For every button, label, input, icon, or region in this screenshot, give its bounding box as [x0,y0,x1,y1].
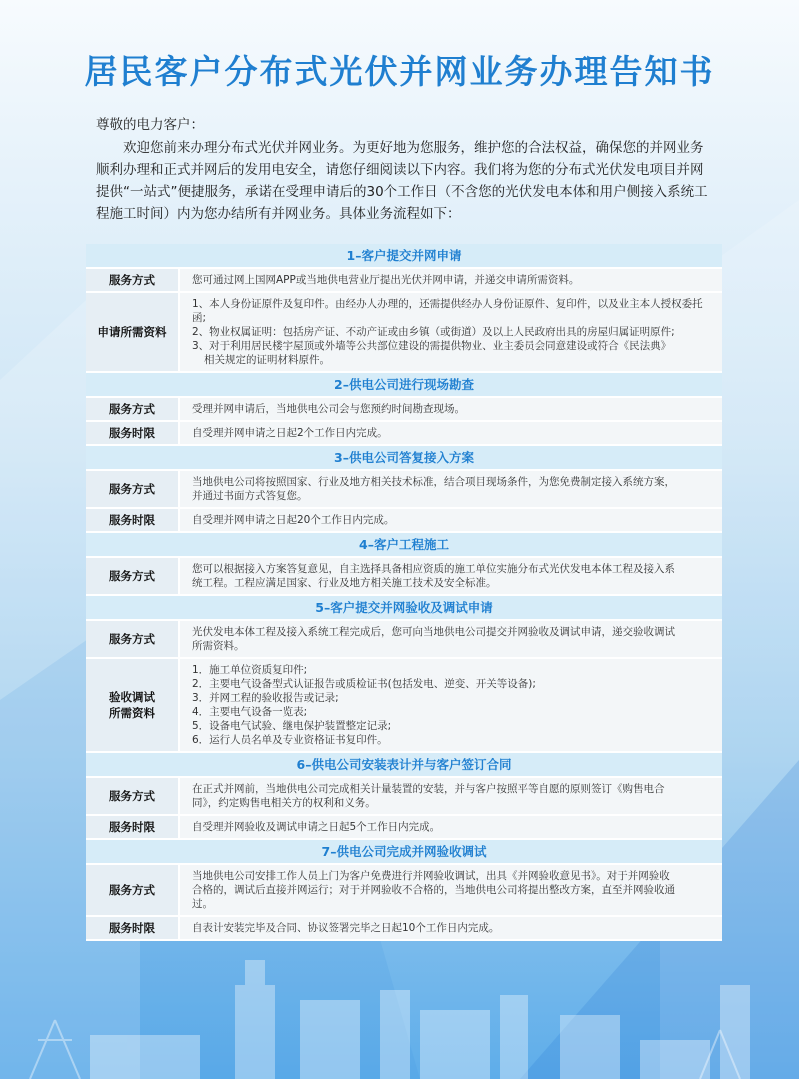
row-value-line: 5．设备电气试验、继电保护装置整定记录; [192,720,392,732]
row-label: 服务方式 [86,471,180,507]
row-value [180,659,722,751]
table-row [86,621,722,659]
row-value-line: 同》，约定购售电相关方的权利和义务。 [192,797,376,809]
row-value [180,471,722,507]
row-label: 验收调试 所需资料 [86,659,180,751]
row-value-line: 2．主要电气设备型式认证报告或质检证书(包括发电、逆变、开关等设备); [192,678,536,690]
row-value-line: 3．并网工程的验收报告或记录; [192,692,339,704]
row-value-line: 过。 [192,898,213,910]
row-value-line: 所需资料。 [192,640,245,652]
section-header-4: 4–客户工程施工 [86,533,722,558]
row-value-line: 相关规定的证明材料原件。 [204,354,330,366]
row-value-line: 在正式并网前，当地供电公司完成相关计量装置的安装，并与客户按照平等自愿的原则签订《购售电合 [192,783,665,795]
table-row [86,917,722,941]
row-value-line: 自受理并网验收及调试申请之日起5个工作日内完成。 [192,821,441,833]
row-value-line: 并通过书面方式答复您。 [192,490,308,502]
row-value [180,621,722,657]
row-value [180,917,722,939]
row-value [180,509,722,531]
table-row [86,816,722,840]
row-label: 服务方式 [86,778,180,814]
greeting-text: 尊敬的电力客户： [96,117,204,133]
table-row [86,509,722,533]
row-value-line: 2、物业权属证明：包括房产证、不动产证或由乡镇（或街道）及以上人民政府出具的房屋归属证明原件; [192,326,675,338]
row-label: 服务方式 [86,621,180,657]
table-row [86,659,722,753]
row-value-line: 自受理并网申请之日起2个工作日内完成。 [192,427,388,439]
row-label: 服务时限 [86,509,180,531]
row-value-line: 当地供电公司安排工作人员上门为客户免费进行并网验收调试，出具《并网验收意见书》。对于并网验收 [192,870,670,882]
row-value-line: 6．运行人员名单及专业资格证书复印件。 [192,734,388,746]
row-value-line: 自表计安装完毕及合同、协议签署完毕之日起10个工作日内完成。 [192,922,500,934]
row-label: 申请所需资料 [86,293,180,371]
table-row [86,422,722,446]
row-label: 服务方式 [86,865,180,915]
section-header-7: 7–供电公司完成并网验收调试 [86,840,722,865]
row-value [180,293,722,371]
table-row [86,269,722,293]
table-row [86,471,722,509]
table-row [86,293,722,373]
row-value [180,422,722,444]
row-value-line: 4．主要电气设备一览表; [192,706,308,718]
intro-paragraph: 欢迎您前来办理分布式光伏并网业务。为更好地为您服务，维护您的合法权益，确保您的并网业务顺利办理和正式并网后的发用电安全，请您仔细阅读以下内容。我们将为您的分布式光伏发电项目并网提供“一站式”便捷服务，承诺在受理申请后的30个工作日（不含您的光伏发电本体和用户侧接入系统工程施工时间）内为您办结所有并网业务。具体业务流程如下： [96,140,708,222]
row-label: 服务方式 [86,398,180,420]
row-value-line: 1．施工单位资质复印件; [192,664,308,676]
process-table [86,244,722,941]
row-value-line: 受理并网申请后，当地供电公司会与您预约时间勘查现场。 [192,403,465,415]
row-value [180,398,722,420]
row-value-line: 光伏发电本体工程及接入系统工程完成后，您可向当地供电公司提交并网验收及调试申请，递交验收调试 [192,626,675,638]
row-label: 服务时限 [86,422,180,444]
section-header-2: 2–供电公司进行现场勘查 [86,373,722,398]
table-row [86,558,722,596]
section-header-6: 6–供电公司安装表计并与客户签订合同 [86,753,722,778]
row-value-line: 当地供电公司将按照国家、行业及地方相关技术标准，结合项目现场条件，为您免费制定接入系统方案， [192,476,675,488]
row-value-line: 1、本人身份证原件及复印件。由经办人办理的，还需提供经办人身份证原件、复印件，以及业主本人授权委托函; [192,298,703,324]
row-value-line: 自受理并网申请之日起20个工作日内完成。 [192,514,395,526]
row-label: 服务方式 [86,269,180,291]
page-title: 居民客户分布式光伏并网业务办理告知书 [84,52,715,91]
table-row [86,778,722,816]
row-label: 服务时限 [86,917,180,939]
row-value [180,816,722,838]
table-row [86,398,722,422]
row-value [180,865,722,915]
row-value-line: 您可以根据接入方案答复意见，自主选择具备相应资质的施工单位实施分布式光伏发电本体工程及接入系 [192,563,675,575]
section-header-1: 1–客户提交并网申请 [86,244,722,269]
row-label: 服务方式 [86,558,180,594]
row-label: 服务时限 [86,816,180,838]
section-header-3: 3–供电公司答复接入方案 [86,446,722,471]
row-value-line: 3、对于利用居民楼宇屋顶或外墙等公共部位建设的需提供物业、业主委员会同意建设或符合《民法典》 [192,340,672,352]
row-value-line: 统工程。工程应满足国家、行业及地方相关施工技术及安全标准。 [192,577,497,589]
section-header-5: 5–客户提交并网验收及调试申请 [86,596,722,621]
row-value [180,778,722,814]
row-value [180,558,722,594]
row-value-line: 合格的，调试后直接并网运行；对于并网验收不合格的，当地供电公司将提出整改方案，直至并网验收通 [192,884,675,896]
table-row [86,865,722,917]
row-value-line: 您可通过网上国网APP或当地供电营业厅提出光伏并网申请，并递交申请所需资料。 [192,274,580,286]
row-value [180,269,722,291]
